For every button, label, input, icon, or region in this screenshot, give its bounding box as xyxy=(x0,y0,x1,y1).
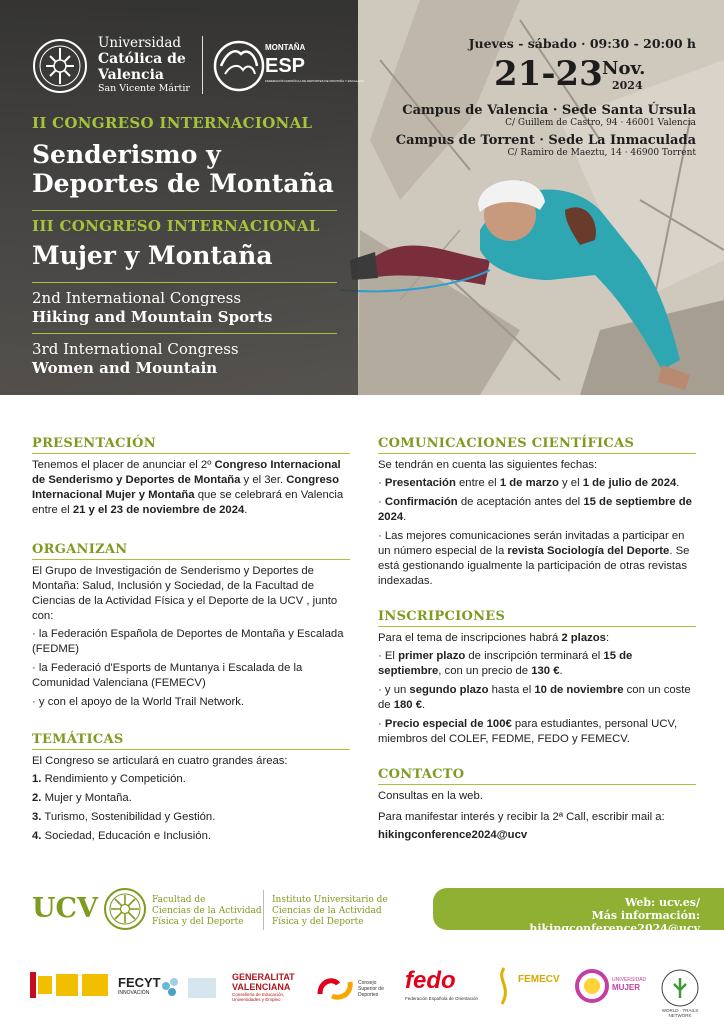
ins2-e: con un coste de xyxy=(378,684,691,711)
com2-e: . xyxy=(403,511,407,523)
fac2-line2: Ciencias de la Actividad xyxy=(272,906,382,916)
femecv-logo: FEMECV xyxy=(518,974,560,985)
ucv-wordmark: UCV xyxy=(32,893,98,924)
campus-valencia xyxy=(402,103,696,128)
institute-label xyxy=(272,895,388,928)
contacto-email-text[interactable]: hikingconference2024@ucv xyxy=(378,829,528,841)
inscripciones-item-3 xyxy=(378,717,696,747)
comunicaciones-item-1 xyxy=(378,476,696,491)
campus1-name: Campus de Valencia · Sede Santa Úrsula xyxy=(402,103,696,118)
section-inscripciones-title: INSCRIPCIONES xyxy=(378,609,696,627)
section-contacto-title: CONTACTO xyxy=(378,767,696,785)
congress1-title-line2: Deportes de Montaña xyxy=(32,169,334,198)
com1-g: . xyxy=(676,477,680,489)
gva-line2: VALENCIANA xyxy=(232,982,291,992)
ins2-a: · y un xyxy=(378,684,410,696)
fecyt-text: FECYT xyxy=(118,975,161,990)
green-divider-1 xyxy=(32,210,337,211)
ins3-c: para estudiantes, personal UCV, miembros del COLEF, FEDME, FEDO y FEMECV. xyxy=(378,718,678,745)
com2-a: · xyxy=(378,496,385,508)
fac1-line1: Facultad de xyxy=(152,895,206,905)
ins2-b: segundo plazo xyxy=(409,684,489,696)
ins2-c: hasta el xyxy=(488,684,535,696)
climber-image xyxy=(340,160,724,395)
campus2-name: Campus de Torrent · Sede La Inmaculada xyxy=(395,133,696,148)
femecv-icon xyxy=(492,966,516,1006)
ins1-c: de inscripción terminará el xyxy=(465,650,604,662)
congress2-label: III CONGRESO INTERNACIONAL xyxy=(32,217,320,235)
en1-line1: 2nd International Congress xyxy=(32,289,242,307)
mujer-line1: UNIVERSIDAD xyxy=(612,977,647,983)
english-congress-1 xyxy=(32,289,272,327)
section-tematicas-title: TEMÁTICAS xyxy=(32,732,350,750)
contacto-email[interactable] xyxy=(378,828,696,843)
en1-line2: Hiking and Mountain Sports xyxy=(32,308,273,326)
section-presentacion-title: PRESENTACIÓN xyxy=(32,436,350,454)
ucv-seal-footer-icon xyxy=(103,887,147,931)
date-days: 21-23 xyxy=(494,54,603,94)
com3-c: . Se está gestionando igualmente la participación de otras revistas indexadas. xyxy=(378,545,690,587)
ins1-b: primer plazo xyxy=(398,650,466,662)
right-column xyxy=(378,436,696,846)
schedule-text: Jueves - sábado · 09:30 - 20:00 h xyxy=(468,36,696,51)
comunicaciones-item-3 xyxy=(378,529,696,589)
fedme-code-text: ESP xyxy=(265,55,306,77)
organizan-item-2: · la Federació d'Esports de Muntanya i Escalada de la Comunidad Valenciana (FEMECV) xyxy=(32,662,303,689)
tematica-num-2: 2. xyxy=(32,792,42,804)
campus-torrent xyxy=(396,133,696,158)
footer-divider xyxy=(263,890,264,930)
wtn-line1: WORLD · TRAILS xyxy=(661,1008,699,1013)
more-info-link[interactable]: Más información: hikingconference2024@ucv xyxy=(529,909,700,935)
en2-line2: Women and Mountain xyxy=(32,359,218,377)
csd-logo-icon xyxy=(316,974,356,1002)
pres-t5: que se celebrará en Valencia entre el xyxy=(32,489,344,516)
tematica-text-3: Turismo, Sostenibilidad y Gestión. xyxy=(44,811,216,823)
fac1-line2: Ciencias de la Actividad xyxy=(152,906,262,916)
fecyt-logo xyxy=(118,975,161,998)
en2-line1: 3rd International Congress xyxy=(32,340,239,358)
fac2-line1: Instituto Universitario de xyxy=(272,895,388,905)
english-congress-2 xyxy=(32,340,239,378)
inscripciones-item-2 xyxy=(378,683,696,713)
ins1-e: , con un precio de xyxy=(438,665,532,677)
tematica-item-1 xyxy=(32,772,350,787)
uni-line2: Católica de xyxy=(98,51,186,67)
com2-d: 15 de septiembre de 2024 xyxy=(378,496,692,523)
organizan-item-1: · la Federación Española de Deportes de Montaña y Escalada (FEDME) xyxy=(32,628,344,655)
organizan-item-3: · y con el apoyo de la World Trail Network. xyxy=(32,696,245,708)
green-divider-2 xyxy=(32,282,337,283)
gva-line1: GENERALITAT xyxy=(232,972,295,982)
ins2-d: 10 de noviembre xyxy=(534,684,624,696)
gva-sub: Conselleria de Educación, Universidades y Empleo xyxy=(232,992,285,1002)
pres-t7: . xyxy=(244,504,248,516)
com1-e: y el xyxy=(558,477,583,489)
congress1-title xyxy=(32,140,334,198)
left-column xyxy=(32,436,350,848)
date-year: 2024 xyxy=(612,79,643,92)
ins2-f: 180 € xyxy=(393,699,422,711)
ins-intro-a: Para el tema de inscripciones habrá xyxy=(378,632,562,644)
fedme-sub-text: FEDERACIÓN ESPAÑOLA DE DEPORTES DE MONTAÑA Y ESCALADA xyxy=(265,79,364,83)
fecyt-mark-icon xyxy=(160,974,220,1004)
congress2-title: Mujer y Montaña xyxy=(32,241,273,270)
com1-d: 1 de marzo xyxy=(499,477,559,489)
tematica-num-3: 3. xyxy=(32,811,42,823)
tematica-text-2: Mujer y Montaña. xyxy=(44,792,132,804)
info-bar xyxy=(433,888,724,935)
comunicaciones-intro: Se tendrán en cuenta las siguientes fechas: xyxy=(378,459,598,471)
pres-t1: Tenemos el placer de anunciar el 2º xyxy=(32,459,215,471)
fedo-sub: Federación Española de Orientación xyxy=(405,996,479,1001)
university-name xyxy=(98,36,190,95)
uni-line1: Universidad xyxy=(98,35,182,51)
ins1-d: 15 de septiembre xyxy=(378,650,633,677)
com2-c: de aceptación antes del xyxy=(457,496,584,508)
tematicas-intro: El Congreso se articulará en cuatro grandes áreas: xyxy=(32,755,288,767)
contacto-line1: Consultas en la web. xyxy=(378,790,483,802)
com1-a: · xyxy=(378,477,385,489)
tematica-num-1: 1. xyxy=(32,773,42,785)
ins1-a: · El xyxy=(378,650,399,662)
ins1-g: . xyxy=(559,665,563,677)
contacto-line2: Para manifestar interés y recibir la 2ª Call, escribir mail a: xyxy=(378,811,665,823)
section-comunicaciones-title: COMUNICACIONES CIENTÍFICAS xyxy=(378,436,696,454)
campus2-address: C/ Ramiro de Maeztu, 14 · 46900 Torrent xyxy=(507,148,696,158)
com1-b: Presentación xyxy=(384,477,456,489)
tematica-num-4: 4. xyxy=(32,830,42,842)
fedo-logo: fedo xyxy=(405,967,456,994)
gobierno-espana-logo xyxy=(30,970,110,1000)
pres-t6: 21 y el 23 de noviembre de 2024 xyxy=(72,504,245,516)
inscripciones-intro xyxy=(378,631,696,646)
fedme-logo xyxy=(213,34,364,96)
ins-intro-c: : xyxy=(605,632,610,644)
pres-t3: y el 3er. xyxy=(240,474,287,486)
pres-t4: Congreso Internacional Mujer y Montaña xyxy=(32,474,339,501)
tematica-text-1: Rendimiento y Competición. xyxy=(44,773,186,785)
com3-a: · Las mejores comunicaciones serán invitadas a participar en un número especial de la xyxy=(378,530,685,557)
ins2-g: . xyxy=(422,699,426,711)
generalitat-logo xyxy=(232,972,302,1002)
universidad-mujer-text xyxy=(612,977,646,991)
wtn-line2: NETWORK xyxy=(668,1013,692,1018)
wtn-text xyxy=(654,1008,706,1018)
hero-banner xyxy=(0,0,724,395)
fac2-line3: Física y del Deporte xyxy=(272,917,364,927)
date-month: Nov. xyxy=(602,58,646,79)
congress1-label: II CONGRESO INTERNACIONAL xyxy=(32,114,313,132)
fecyt-sub: INNOVACIÓN xyxy=(118,990,150,996)
tematica-item-2 xyxy=(32,791,350,806)
fac1-line3: Física y del Deporte xyxy=(152,917,244,927)
com1-c: entre el xyxy=(455,477,500,489)
uni-line3: Valencia xyxy=(98,67,164,83)
schedule xyxy=(469,36,696,51)
organizan-intro: El Grupo de Investigación de Senderismo y Deportes de Montaña: Salud, Inclusión y Sociedad, de la Facultad de Ciencias de la Actividad Física y el Deporte de la UCV , junto con: xyxy=(32,565,338,622)
universidad-mujer-icon xyxy=(574,968,610,1004)
fedme-top-text: MONTAÑA xyxy=(265,43,306,52)
campus1-address: C/ Guillem de Castro, 94 · 46001 Valencia xyxy=(505,118,696,128)
section-organizan-title: ORGANIZAN xyxy=(32,542,350,560)
tematica-item-4 xyxy=(32,829,350,844)
pres-t2: Congreso Internacional de Senderismo y Deportes de Montaña xyxy=(32,459,341,486)
comunicaciones-item-2 xyxy=(378,495,696,525)
faculty-label xyxy=(152,895,262,928)
ucv-seal-icon xyxy=(32,38,88,94)
com1-f: 1 de julio de 2024 xyxy=(582,477,677,489)
web-link[interactable]: Web: ucv.es/ xyxy=(624,896,700,909)
ins1-f: 130 € xyxy=(531,665,560,677)
com3-b: revista Sociología del Deporte xyxy=(507,545,670,557)
tematica-text-4: Sociedad, Educación e Inclusión. xyxy=(44,830,211,842)
presentacion-text xyxy=(32,458,350,518)
congress1-title-line1: Senderismo y xyxy=(32,140,221,169)
ins-intro-b: 2 plazos xyxy=(561,632,606,644)
ins3-b: Precio especial de 100€ xyxy=(384,718,512,730)
ins3-a: · xyxy=(378,718,385,730)
tematica-item-3 xyxy=(32,810,350,825)
csd-text: Consejo Superior de Deportes xyxy=(358,980,384,998)
green-divider-3 xyxy=(32,333,337,334)
logo-divider xyxy=(202,36,203,94)
world-trail-network-icon xyxy=(660,968,700,1008)
uni-line4: San Vicente Mártir xyxy=(98,83,190,94)
mujer-line2: MUJER xyxy=(612,983,641,992)
inscripciones-item-1 xyxy=(378,649,696,679)
com2-b: Confirmación xyxy=(384,496,458,508)
